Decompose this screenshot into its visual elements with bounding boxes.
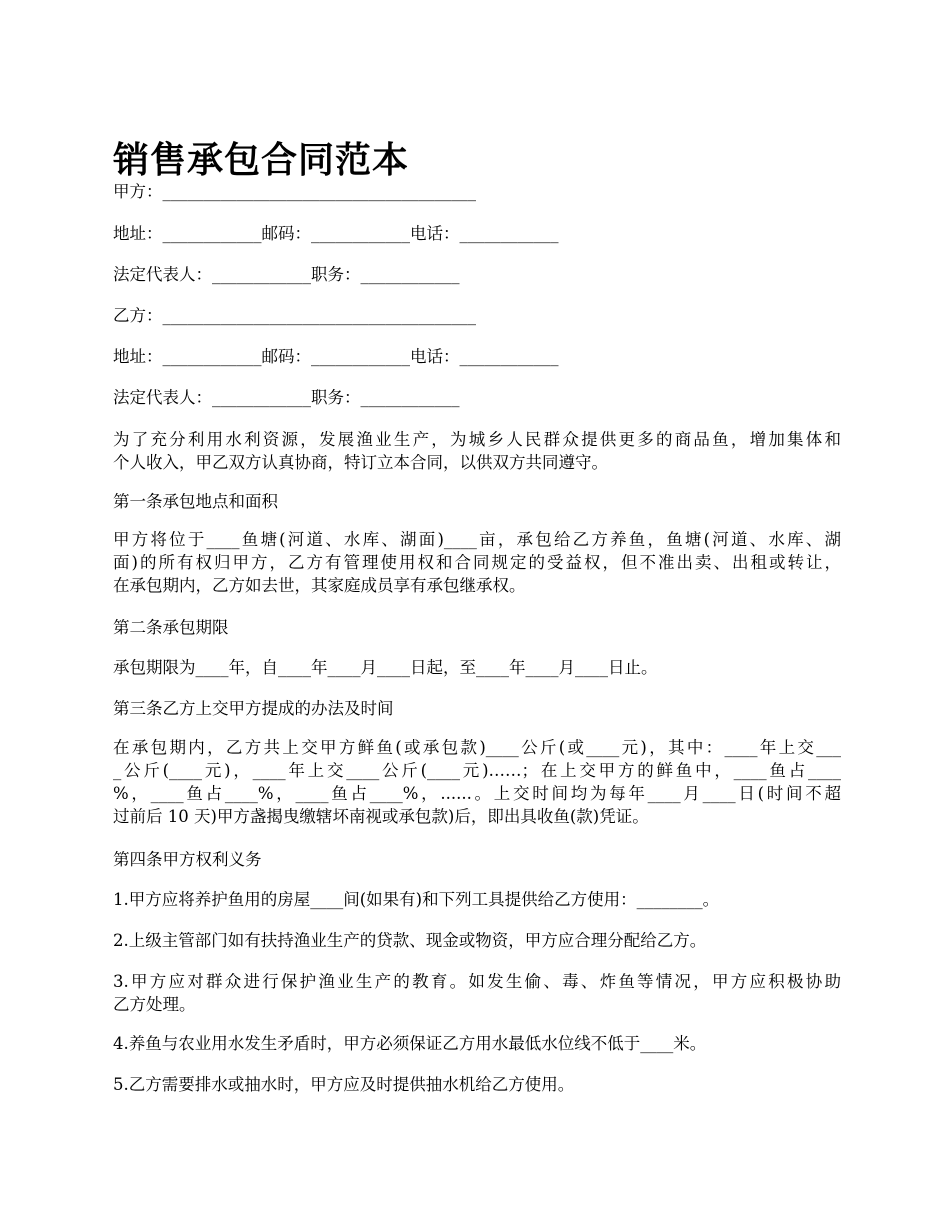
article3-heading: 第三条乙方上交甲方提成的办法及时间 [113, 699, 394, 718]
article3-line: _公斤(____元)，____年上交____公斤(____元)……；在上交甲方的鲜鱼中，____鱼占____ [113, 761, 841, 780]
article4-item-4: 4.养鱼与农业用水发生矛盾时，甲方必须保证乙方用水最低水位线不低于____米。 [113, 1034, 707, 1053]
party-a-representative-line: 法定代表人：____________职务：____________ [113, 265, 460, 284]
party-a-address-line: 地址：____________邮码：____________电话：____________ [113, 224, 559, 243]
article3-body [113, 736, 841, 828]
article2-body: 承包期限为____年，自____年____月____日起，至____年____月____日止。 [113, 658, 658, 677]
article1-body [113, 528, 841, 597]
party-b-representative-line: 法定代表人：____________职务：____________ [113, 388, 460, 407]
preamble-line: 为了充分利用水利资源，发展渔业生产，为城乡人民群众提供更多的商品鱼，增加集体和 [113, 430, 841, 449]
article4-item-1: 1.甲方应将养护鱼用的房屋____间(如果有)和下列工具提供给乙方使用：________。 [113, 890, 720, 909]
article1-line: 甲方将位于____鱼塘(河道、水库、湖面)____亩，承包给乙方养鱼，鱼塘(河道、水库、湖 [113, 530, 841, 549]
article1-line: 面)的所有权归甲方，乙方有管理使用权和合同规定的受益权，但不准出卖、出租或转让， [113, 553, 841, 572]
article3-line: %，____鱼占____%，____鱼占____%，......。上交时间均为每年____月____日(时间不超 [113, 784, 841, 803]
article4-item-3-line: 乙方处理。 [113, 995, 196, 1014]
preamble-paragraph [113, 428, 841, 474]
party-b-address-line: 地址：____________邮码：____________电话：____________ [113, 347, 559, 366]
article3-line: 过前后 10 天)甲方盏揭曳缴辖坏南视或承包款)后，即出具收鱼(款)凭证。 [113, 807, 649, 826]
article1-line: 在承包期内，乙方如去世，其家庭成员享有承包继承权。 [113, 576, 526, 595]
article2-heading: 第二条承包期限 [113, 618, 229, 637]
article4-item-3 [113, 970, 841, 1016]
document-title: 销售承包合同范本 [113, 139, 410, 182]
party-a-name-line: 甲方：______________________________________ [113, 182, 476, 201]
article4-item-3-line: 3.甲方应对群众进行保护渔业生产的教育。如发生偷、毒、炸鱼等情况，甲方应积极协助 [113, 972, 841, 991]
article4-item-5: 5.乙方需要排水或抽水时，甲方应及时提供抽水机给乙方使用。 [113, 1075, 575, 1094]
article4-item-2: 2.上级主管部门如有扶持渔业生产的贷款、现金或物资，甲方应合理分配给乙方。 [113, 931, 707, 950]
article3-line: 在承包期内，乙方共上交甲方鲜鱼(或承包款)____公斤(或____元)，其中：____年上交___ [113, 738, 841, 757]
article1-heading: 第一条承包地点和面积 [113, 492, 278, 511]
preamble-line: 个人收入，甲乙双方认真协商，特订立本合同，以供双方共同遵守。 [113, 453, 608, 472]
article4-heading: 第四条甲方权利义务 [113, 850, 262, 869]
party-b-name-line: 乙方：______________________________________ [113, 306, 476, 325]
